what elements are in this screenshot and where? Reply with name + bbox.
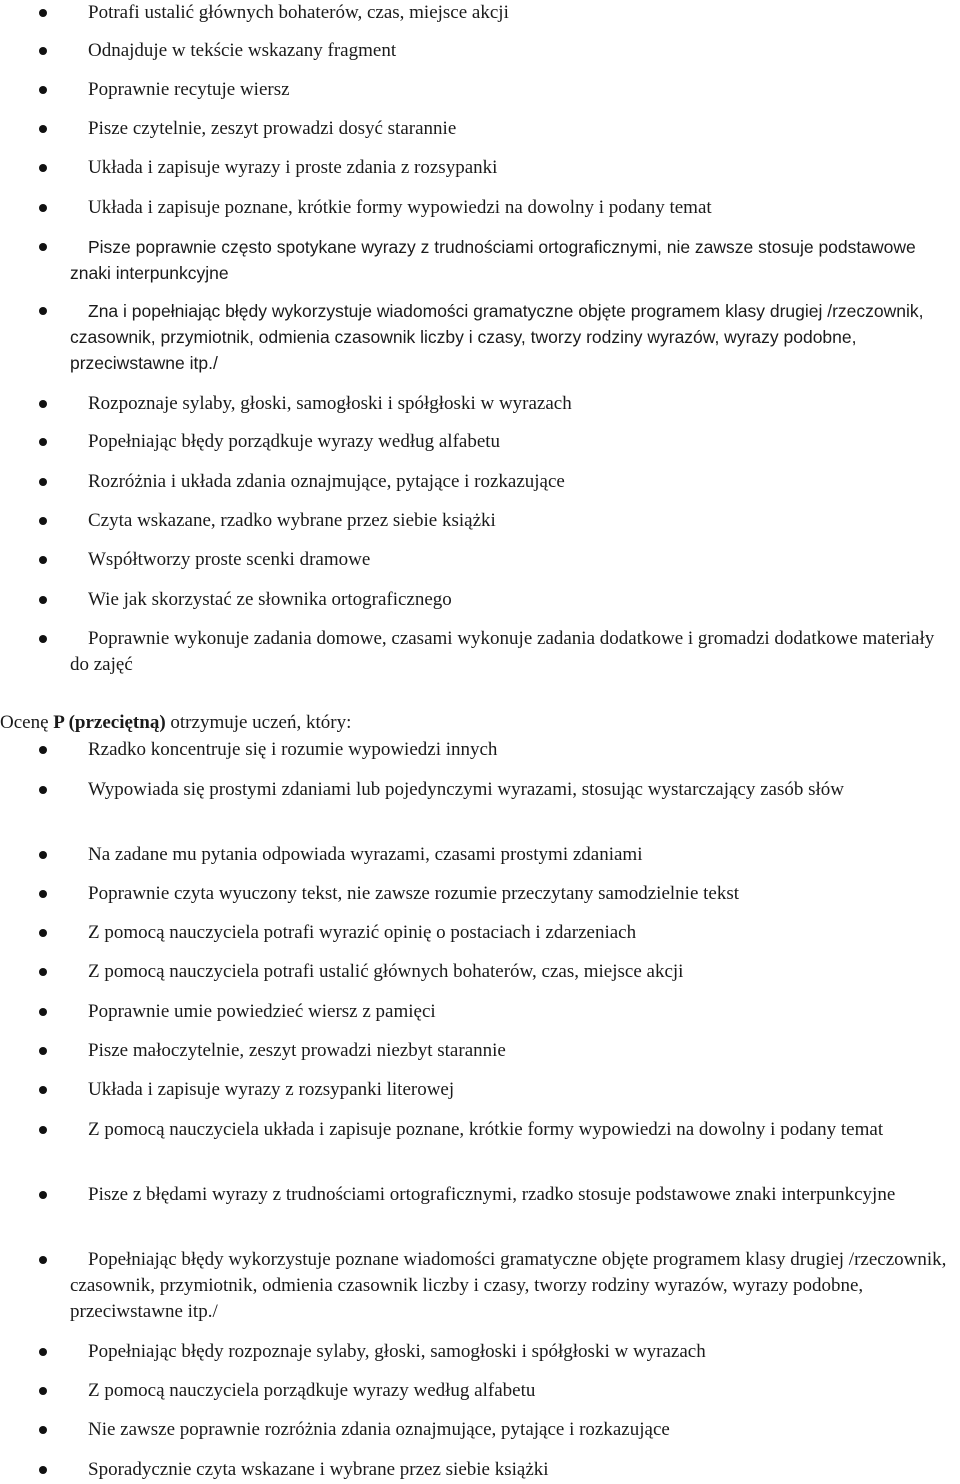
list-item (70, 77, 956, 103)
list-item (70, 777, 956, 803)
bullet-icon (39, 635, 47, 643)
list-item (70, 1247, 956, 1325)
list-item (70, 1077, 956, 1103)
list-item (70, 842, 956, 868)
bullet-icon (39, 968, 47, 976)
list-item-text: Odnajduje w tekście wskazany fragment (88, 40, 397, 61)
list-item-text: Poprawnie umie powiedzieć wiersz z pamięci (88, 1001, 436, 1022)
list-item-text: Popełniając błędy wykorzystuje poznane wiadomości gramatyczne objęte programem klasy drugiej /rzeczownik, czasownik, przymiotnik, odmienia czasownik liczby i czasy, tworzy rodziny wyrazów, wyrazy podobne, przeciwstawne itp./ (70, 1249, 947, 1322)
list-item-text: Rozpoznaje sylaby, głoski, samogłoski i spółgłoski w wyrazach (88, 393, 572, 414)
list-item-text: Czyta wskazane, rzadko wybrane przez siebie książki (88, 510, 496, 531)
heading-suffix: otrzymuje uczeń, który: (165, 712, 352, 733)
grade-name: P (przeciętną) (53, 712, 166, 733)
list-item-text: Rzadko koncentruje się i rozumie wypowiedzi innych (88, 739, 498, 760)
list-item (70, 737, 956, 763)
bullet-icon (39, 478, 47, 486)
bullet-icon (39, 1348, 47, 1356)
bullet-icon (39, 1256, 47, 1264)
bullet-icon (39, 890, 47, 898)
bullet-icon (39, 1047, 47, 1055)
list-item-text: Z pomocą nauczyciela układa i zapisuje poznane, krótkie formy wypowiedzi na dowolny i podany temat (88, 1119, 884, 1140)
list-item-text: Popełniając błędy rozpoznaje sylaby, głoski, samogłoski i spółgłoski w wyrazach (88, 1341, 706, 1362)
list-item-text: Poprawnie wykonuje zadania domowe, czasami wykonuje zadania dodatkowe i gromadzi dodatkowe materiały do zajęć (70, 628, 935, 675)
list-item-text: Układa i zapisuje poznane, krótkie formy wypowiedzi na dowolny i podany temat (88, 197, 712, 218)
list-item (70, 587, 956, 613)
list-item (70, 195, 956, 221)
list-item (70, 959, 956, 985)
list-item (70, 298, 956, 376)
bullet-icon (39, 9, 47, 17)
list-item (70, 1457, 956, 1483)
list-item-text: Na zadane mu pytania odpowiada wyrazami, czasami prostymi zdaniami (88, 844, 643, 865)
list-item-text: Z pomocą nauczyciela potrafi ustalić głównych bohaterów, czas, miejsce akcji (88, 961, 684, 982)
list-item (70, 626, 956, 678)
bullet-icon (39, 786, 47, 794)
list-item-text: Zna i popełniając błędy wykorzystuje wiadomości gramatyczne objęte programem klasy drugiej /rzeczownik, czasownik, przymiotnik, odmienia czasownik liczby i czasy, tworzy rodziny wyrazów, wyrazy podobne, przeciwstawne itp./ (70, 301, 924, 373)
list-item (70, 508, 956, 534)
bullet-icon (39, 851, 47, 859)
bullet-icon (39, 125, 47, 133)
list-item-text: Poprawnie recytuje wiersz (88, 79, 290, 100)
bullet-icon (39, 243, 47, 251)
list-item (70, 1038, 956, 1064)
bullet-icon (39, 86, 47, 94)
list-item-text: Sporadycznie czyta wskazane i wybrane przez siebie książki (88, 1459, 549, 1480)
heading-prefix: Ocenę (0, 712, 54, 733)
list-item (70, 881, 956, 907)
bullet-icon (39, 307, 47, 315)
list-item-text: Poprawnie czyta wyuczony tekst, nie zawsze rozumie przeczytany samodzielnie tekst (88, 883, 740, 904)
list-item-text: Nie zawsze poprawnie rozróżnia zdania oznajmujące, pytające i rozkazujące (88, 1419, 670, 1440)
list-item (70, 999, 956, 1025)
bullet-icon (39, 1426, 47, 1434)
grade-heading (0, 710, 351, 736)
list-item (70, 429, 956, 455)
bullet-icon (39, 204, 47, 212)
list-item (70, 547, 956, 573)
list-item (70, 38, 956, 64)
list-item-text: Z pomocą nauczyciela porządkuje wyrazy według alfabetu (88, 1380, 536, 1401)
list-item-text: Układa i zapisuje wyrazy z rozsypanki literowej (88, 1079, 455, 1100)
list-item (70, 1417, 956, 1443)
bullet-icon (39, 1466, 47, 1474)
list-item (70, 391, 956, 417)
list-item-text: Układa i zapisuje wyrazy i proste zdania z rozsypanki (88, 157, 498, 178)
list-item (70, 155, 956, 181)
list-item-text: Potrafi ustalić głównych bohaterów, czas, miejsce akcji (88, 2, 509, 23)
bullet-icon (39, 556, 47, 564)
bullet-icon (39, 596, 47, 604)
list-item (70, 1339, 956, 1365)
list-item (70, 234, 956, 286)
list-item-text: Wypowiada się prostymi zdaniami lub pojedynczymi wyrazami, stosując wystarczający zasób słów (88, 779, 844, 800)
list-item-text: Wie jak skorzystać ze słownika ortograficznego (88, 589, 452, 610)
list-item (70, 1117, 956, 1143)
list-item-text: Pisze poprawnie często spotykane wyrazy z trudnościami ortograficznymi, nie zawsze stosuje podstawowe znaki interpunkcyjne (70, 237, 916, 283)
list-item (70, 469, 956, 495)
bullet-icon (39, 438, 47, 446)
list-item-text: Rozróżnia i układa zdania oznajmujące, pytające i rozkazujące (88, 471, 565, 492)
bullet-icon (39, 1008, 47, 1016)
list-item-text: Z pomocą nauczyciela potrafi wyrazić opinię o postaciach i zdarzeniach (88, 922, 637, 943)
bullet-icon (39, 929, 47, 937)
list-item (70, 920, 956, 946)
bullet-icon (39, 1191, 47, 1199)
bullet-icon (39, 47, 47, 55)
list-item (70, 0, 956, 26)
list-item (70, 1182, 956, 1208)
bullet-icon (39, 1387, 47, 1395)
list-item (70, 1378, 956, 1404)
bullet-icon (39, 1086, 47, 1094)
bullet-icon (39, 1126, 47, 1134)
list-item (70, 116, 956, 142)
bullet-icon (39, 746, 47, 754)
list-item-text: Współtworzy proste scenki dramowe (88, 549, 371, 570)
list-item-text: Pisze małoczytelnie, zeszyt prowadzi niezbyt starannie (88, 1040, 506, 1061)
bullet-icon (39, 517, 47, 525)
list-item-text: Pisze z błędami wyrazy z trudnościami ortograficznymi, rzadko stosuje podstawowe znaki interpunkcyjne (88, 1184, 896, 1205)
bullet-icon (39, 164, 47, 172)
list-item-text: Popełniając błędy porządkuje wyrazy według alfabetu (88, 431, 501, 452)
list-item-text: Pisze czytelnie, zeszyt prowadzi dosyć starannie (88, 118, 457, 139)
bullet-icon (39, 400, 47, 408)
